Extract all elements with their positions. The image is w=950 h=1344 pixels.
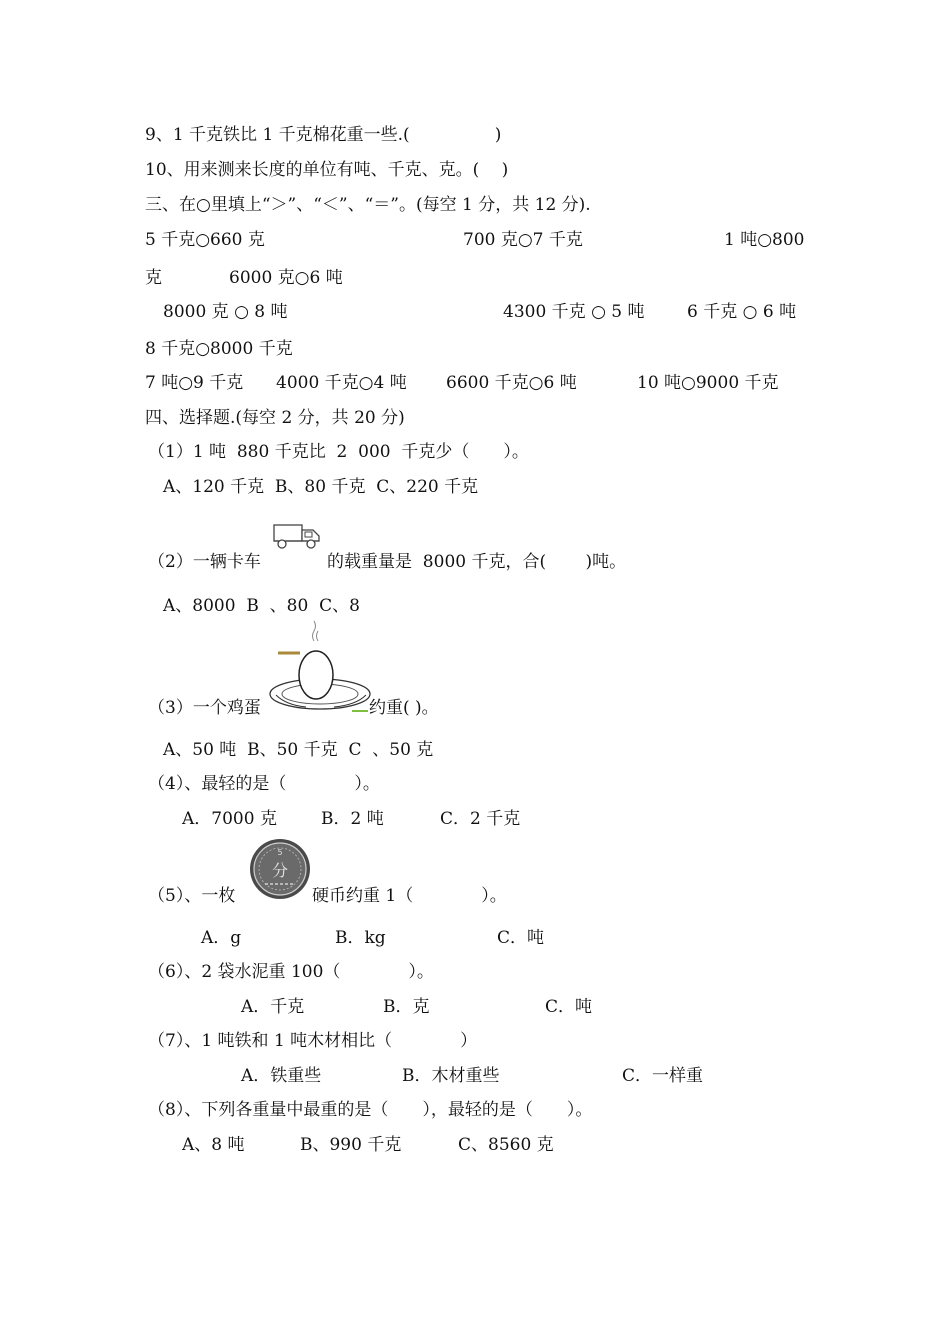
compare-item: 8 千克○8000 千克: [145, 339, 293, 359]
compare-item: 10 吨○9000 千克: [637, 373, 779, 393]
question-1: （1）1 吨 880 千克比 2 000 千克少（ ）。: [148, 442, 529, 462]
compare-item: 6000 克○6 吨: [229, 268, 343, 288]
question-2-start: （2）一辆卡车: [148, 552, 261, 572]
question-7-option-b: B．木材重些: [402, 1066, 500, 1086]
question-1-options: A、120 千克 B、80 千克 C、220 千克: [163, 477, 479, 497]
section-4-heading: 四、选择题.(每空 2 分，共 20 分): [145, 408, 405, 428]
compare-item: 克: [145, 268, 162, 288]
compare-item: 6600 千克○6 吨: [446, 373, 577, 393]
question-8-option-c: C、8560 克: [458, 1135, 554, 1155]
question-7: （7）、1 吨铁和 1 吨木材相比（ ）: [148, 1031, 478, 1051]
compare-item: 1 吨○800: [724, 230, 805, 250]
question-8-option-b: B、990 千克: [300, 1135, 402, 1155]
svg-text:5: 5: [277, 848, 283, 857]
compare-item: 5 千克○660 克: [145, 230, 265, 250]
question-6-option-a: A．千克: [241, 997, 305, 1017]
question-5-option-a: A．g: [201, 928, 242, 948]
question-6-option-c: C．吨: [545, 997, 593, 1017]
question-5-option-c: C．吨: [497, 928, 545, 948]
question-4-option-c: C．2 千克: [440, 809, 521, 829]
question-8: （8）、下列各重量中最重的是（ ），最轻的是（ ）。: [148, 1100, 593, 1120]
compare-item: 6 千克 ○ 6 吨: [687, 302, 797, 322]
question-5-end: 硬币约重 1（ ）。: [312, 886, 507, 906]
coin-text: 分: [271, 861, 289, 880]
question-5-start: （5）、一枚: [148, 886, 236, 906]
question-3-options: A、50 吨 B、50 千克 C 、50 克: [163, 740, 434, 760]
question-2-end: 的载重量是 8000 千克，合( )吨。: [327, 552, 627, 572]
compare-item: 8000 克 ○ 8 吨: [163, 302, 288, 322]
question-2-options: A、8000 B 、80 C、8: [163, 596, 360, 616]
question-3-end: 约重( )。: [369, 698, 439, 718]
compare-item: 7 吨○9 千克: [145, 373, 244, 393]
truck-icon: [273, 522, 321, 550]
compare-item: 4300 千克 ○ 5 吨: [503, 302, 645, 322]
question-5-option-b: B．kg: [335, 928, 386, 948]
question-3-start: （3）一个鸡蛋: [148, 698, 261, 718]
question-6: （6）、2 袋水泥重 100（ ）。: [148, 962, 434, 982]
egg-on-plate-icon: [268, 625, 372, 719]
question-4: （4）、最轻的是（ ）。: [148, 774, 380, 794]
question-8-option-a: A、8 吨: [182, 1135, 245, 1155]
compare-item: 4000 千克○4 吨: [276, 373, 407, 393]
section-3-heading: 三、在○里填上“＞”、“＜”、“＝”。(每空 1 分，共 12 分).: [145, 195, 591, 215]
coin-icon: [249, 838, 311, 900]
question-4-option-b: B．2 吨: [321, 809, 384, 829]
question-4-option-a: A．7000 克: [182, 809, 277, 829]
question-9: 9、1 千克铁比 1 千克棉花重一些.( ): [145, 125, 502, 145]
question-7-option-c: C．一样重: [622, 1066, 704, 1086]
question-10: 10、用来测来长度的单位有吨、千克、克。( ): [145, 160, 509, 180]
question-7-option-a: A．铁重些: [241, 1066, 322, 1086]
question-6-option-b: B．克: [383, 997, 430, 1017]
compare-item: 700 克○7 千克: [463, 230, 583, 250]
